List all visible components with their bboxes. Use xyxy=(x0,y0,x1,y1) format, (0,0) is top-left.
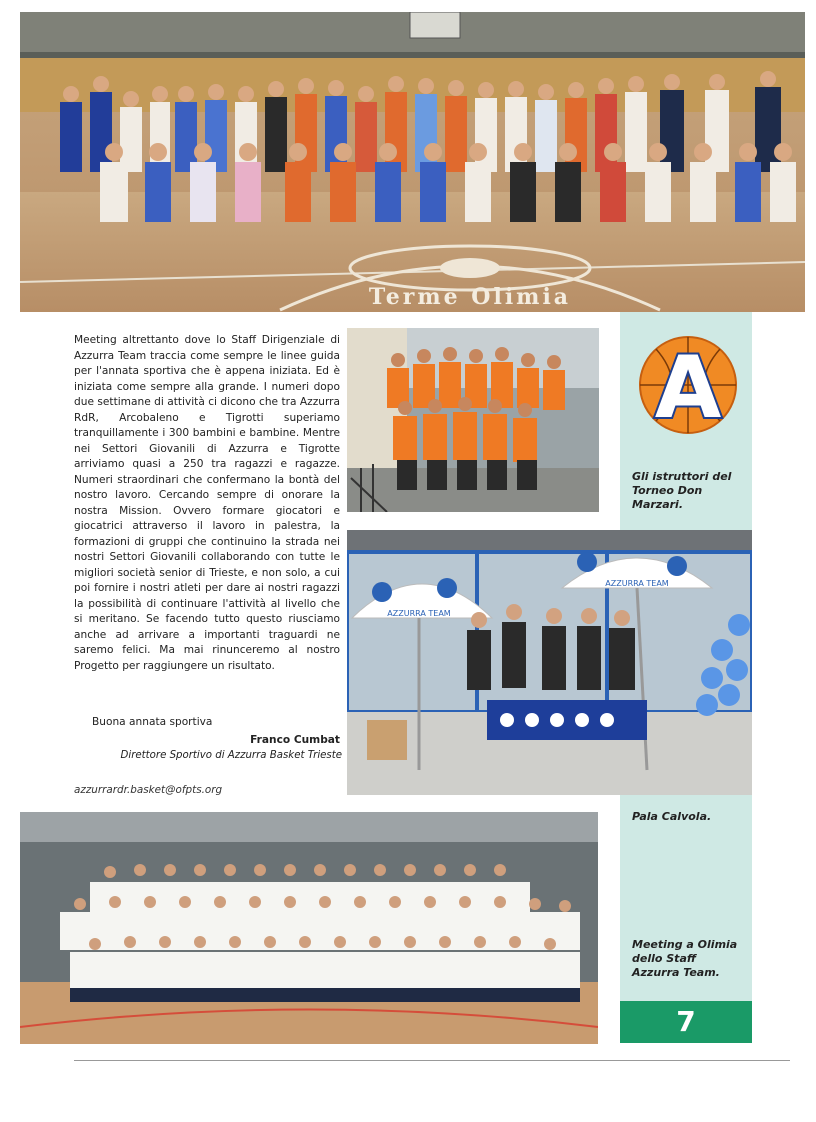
contact-email[interactable]: azzurrardr.basket@ofpts.org xyxy=(74,784,223,796)
article-paragraph: Meeting altrettanto dove lo Staff Dirigenziale di Azzurra Team traccia come sempre le linee guida per l'annata sportiva che è appena iniziata. Ed è iniziata come sempre alla grande. I numeri dopo due settimane di attività ci dicono che tra Azzurra RdR, Arcobaleno e Tigrotti superiamo tranquillamente i 300 bambini e bambine. Mentre nei Settori Giovanili di Azzurra e Tigrotte arriviamo quasi a 250 tra ragazzi e ragazze. Numeri straordinari che confermano la bontà del nostro lavoro. Cercando sempre di onorare la nostra Mission. Ovvero formare giocatori e giocatrici attraverso il lavoro in palestra, la formazioni di gruppi che continuino la strada nei nostri Settori Giovanili collaborando con tutte le migliori società senior di Trieste, e non solo, a cui poi fornire i nostri atleti per dare ai nostri ragazzi la possibilità di continuare l'attività al livello che si meritano. Se facendo tutto questo riusciamo anche ad arrivare a importanti traguardi ne saremo felici. Ma mai rinunceremo al nostro Progetto per raggiungere un risultato. xyxy=(74,334,340,672)
team-group-photo xyxy=(20,12,805,312)
signature-role: Direttore Sportivo di Azzurra Basket Trieste xyxy=(120,750,342,761)
signature-name: Franco Cumbat xyxy=(250,734,340,746)
umbrella-text-right: AZZURRA TEAM xyxy=(605,579,669,588)
caption-instructors: Gli istruttori del Torneo Don Marzari. xyxy=(632,470,732,511)
floor-sponsor-text: Terme Olimia xyxy=(368,284,572,310)
bottom-rule xyxy=(74,1060,790,1061)
article-body xyxy=(74,333,340,674)
caption-staff: Meeting a Olimia dello Staff Azzurra Team. xyxy=(632,938,738,979)
staff-group-photo xyxy=(20,812,598,1044)
page-number-box xyxy=(620,1001,752,1043)
instructors-photo xyxy=(347,328,599,512)
page-number: 7 xyxy=(676,1005,696,1038)
caption-pala: Pala Calvola. xyxy=(632,810,712,823)
azzurra-logo xyxy=(636,333,740,437)
logo-letter: A xyxy=(654,338,722,437)
article-closing: Buona annata sportiva xyxy=(92,716,213,728)
pala-calvola-photo xyxy=(347,530,752,795)
umbrella-text-left: AZZURRA TEAM xyxy=(387,609,451,618)
